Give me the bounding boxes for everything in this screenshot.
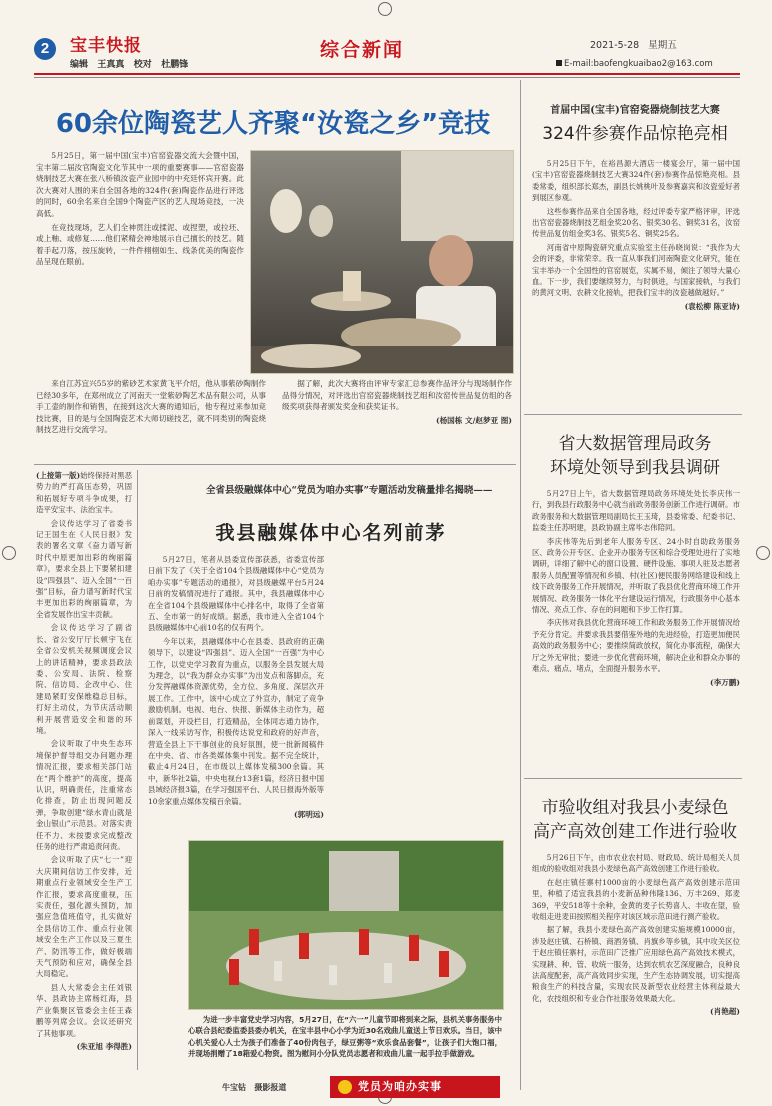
right1-paragraph: 这些参赛作品来自全国各地，经过评委专家严格评审，评选出官窑瓷器烧制技艺组金奖20名、银奖30名、铜奖31名，汝窑传世品复仿组金奖3名、银奖5名、铜奖25名。 <box>532 206 740 239</box>
right3-paragraph: 5月26日下午，由市农业农村局、财政局、统计局相关人员组成的验收组对我县小麦绿色高产高效创建工作进行验收。 <box>532 853 740 874</box>
lead-text-upper <box>36 150 244 270</box>
pottery-competition-photo <box>250 150 514 374</box>
lead-text-lower <box>36 378 512 436</box>
lead-credit: (杨国栋 文/赵梦亚 图) <box>436 415 512 425</box>
crop-mark-left-icon <box>2 546 16 560</box>
center-paragraph: 5月27日，笔者从县委宣传部获悉，省委宣传部日前下发了《关于全省104个县级融媒体中心“党员为咱办实事”专题活动的通报》，对县级融媒平台5月24日前的发稿情况进行了通报。其中，我县融媒体中心在全省104个县级融媒体中心排名中，取得了全省第五、全市第一的好成绩。据悉，我市进入全省104个县级融媒体中心前10名的仅有两个。 <box>148 555 324 633</box>
right3-text <box>532 852 740 1022</box>
right3-paragraph: 据了解，我县小麦绿色高产高效创建实施规模10000亩，涉及赵庄镇、石桥镇、商酒务镇、肖旗乡等乡镇，其中攻关区位于赵庄镇任寨村，示范田广泛推广应用绿色高产高效技术模式，实现耕、种、管、收统一服务，达到农机农艺深度融合，良种良法高度配套，高产高效同步实现，生产生态协调发展，切实提高粮食生产的科技含量，实现农民及新型农业经营主体利益最大化，农技组织和专业合作社服务效果最大化。 <box>532 925 740 1003</box>
right2-paragraph: 李庆伟对我县优化营商环境工作和政务服务工作开展情况给予充分肯定。并要求我县要借鉴外地的先进经验，打造更加便民高效的政务服务中心；要推续简政放权，简化办事流程，确保大厅之外无审批；要进一步优化营商环境，解决企业和群众办事的难点、痛点、堵点，全面提升服务水平。 <box>532 618 740 674</box>
right1-kicker: 首届中国(宝丰)官窑瓷器烧制技艺大赛 <box>550 105 720 116</box>
right3-credit: (肖艳超) <box>710 1007 740 1017</box>
right3-headline <box>528 796 742 844</box>
right2-paragraph: 5月27日上午，省大数据管理局政务环境处处长李庆伟一行，到我县行政服务中心就当前政务服务创新工作进行调研。市政务服务和大数据管理局副局长王玉琦，县委常委、纪委书记、监委主任苏明建，县政协副主席毕志伟陪同。 <box>532 489 740 533</box>
right1-bottom-rule <box>524 414 742 415</box>
left-column-divider <box>137 470 138 1070</box>
editor-line: 编辑 王真真 校对 杜鹏锋 <box>70 60 189 70</box>
right1-text <box>532 158 740 316</box>
right2-headline-line2: 环境处领导到我县调研 <box>550 458 720 478</box>
right1-paragraph: 5月25日下午，在裕昌源大酒店一楼宴会厅，第一届中国(宝丰)官窑瓷器烧制技艺大赛324件(套)参赛作品惊艳亮相。县委常委，组织部长郑杰，副县长姚桃叶及参赛嘉宾和汝瓷爱好者到展区参观。 <box>532 159 740 203</box>
continued-paragraph: 会议传达学习了省委书记王国生在《人民日报》发表的署名文章《奋力谱写新时代中原更加出彩的绚丽篇章》，要求全县上下要紧扣建设“四强县”、迈入全国“一百强”目标，奋力谱写新时代宝丰更加出彩的绚丽篇章，为全省发展作出宝丰贡献。 <box>36 518 132 619</box>
continued-paragraph: 会议听取了中央生态环境保护督导组交办问题办理情况汇报，要求相关部门站在“两个维护”的高度，提高认识，明确责任，注重常态化排查，防止出现问题反弹，争取创建“绿水青山就是金山银山”示范县。对落实责任不力、未按要求完成整改任务的进行严肃追责问责。 <box>36 739 132 851</box>
continued-paragraph: 县人大常委会主任刘银华、县政协主席杨红海，县产业集聚区管委会主任王森鹏等列席会议。会议还研究了其他事项。 <box>36 982 132 1038</box>
continued-lead-in: (上接第一版) <box>36 471 81 480</box>
photo-caption-text: 为进一步丰富党史学习内容，5月27日，在“六一”儿童节即将到来之际，县机关事务服务中心联合县纪委监委县委办机关，在宝丰县中心小学为近30名戏曲儿童送上节日欢乐。当日，该中心机关爱心人士为孩子们准备了40份肉包子，绿豆粥等“欢乐食品套餐”，让孩子们大饱口福，并现场捐赠了18箱爱心物资。图为慰问小分队党员志愿者和戏曲儿童一起手拉手做游戏。 <box>188 1015 502 1059</box>
email-address: E-mail:baofengkuaibao2@163.com <box>564 59 713 69</box>
continued-credit: (朱亚旭 李得胜) <box>76 1041 132 1051</box>
right3-headline-line2: 高产高效创建工作进行验收 <box>533 822 737 842</box>
right1-credit: (袁松柳 陈亚诗) <box>684 301 740 311</box>
email-line <box>556 59 713 70</box>
date-line <box>590 40 677 52</box>
lead-paragraph: 在竞技现场，艺人们全神贯注或揉泥、或捏塑，或拉坯、或上釉、或修复……他们紧精会神地展示自己擅长的技艺。随着手起刀落，按压旋转，一件件栩栩如生、线条优美的陶瓷作品呈现在眼前。 <box>36 222 244 267</box>
right2-paragraph: 李庆伟等先后到老年人服务专区、24小时自助政务服务区、政务公开专区、企业开办服务专区和综合受理处进行了实地调研，详细了解中心的窗口设置、硬件设施、事项人驻及志愿者服务人员配置等情况和乡镇、村(社区)便民服务网络建设和线上线下政务服务工作开展情况，并听取了我县优化营商环境工作开展情况、政务服务一体化平台建设运行情况，行政服务中心基本情况、亮点工作、存在的问题和下步工作打算。 <box>532 536 740 615</box>
right2-bottom-rule <box>524 778 742 779</box>
right2-headline <box>528 432 742 480</box>
party-emblem-icon <box>338 1080 352 1094</box>
lead-paragraph: 据了解，此次大赛将由评审专家汇总参赛作品评分与现场制作作品得分情况，对评选出官窑瓷器烧制技艺组和汝窑传世品复仿组的各级奖项获得者颁发奖金和获奖证书。 <box>282 379 512 412</box>
children-game-illustration <box>189 841 503 1009</box>
lead-bottom-rule <box>34 464 516 465</box>
weekday: 星期五 <box>648 40 677 51</box>
paper-name: 宝丰快报 <box>70 36 142 56</box>
crop-mark-right-icon <box>756 546 770 560</box>
center-kicker: 全省县级融媒体中心“党员为咱办实事”专题活动发稿量排名揭晓—— <box>206 485 493 496</box>
party-banner-text: 党员为咱办实事 <box>358 1080 442 1093</box>
right3-paragraph: 在赵庄镇任寨村1000亩的小麦绿色高产高效创建示范田里，种植了适宜我县的小麦新品种伟隆136、万丰269、郑麦369，平安518等十余种，金黄的麦子长势喜人、丰收在望，验收组走进麦田按照相关程序对该区域示范田进行测产验收。 <box>532 877 740 922</box>
header-rule-thin <box>34 77 740 78</box>
center-headline: 我县融媒体中心名列前茅 <box>215 522 447 544</box>
center-credit: (郭明远) <box>294 809 324 819</box>
party-banner <box>330 1076 500 1098</box>
children-game-photo <box>188 840 504 1010</box>
issue-date: 2021-5-28 <box>590 40 640 51</box>
photo-caption <box>188 1014 502 1060</box>
continued-paragraph: (上接第一版)始终保持对黑恶势力的严打高压态势，巩固和拓展好专项斗争成果，打造平安宝丰、法治宝丰。 <box>36 471 132 515</box>
email-square-icon <box>556 60 562 66</box>
continued-story <box>36 470 132 1057</box>
crop-mark-top-icon <box>378 2 392 16</box>
pottery-photo-illustration <box>251 151 513 373</box>
center-text <box>148 554 512 844</box>
photo-caption-credit: 牛宝钻 摄影报道 <box>222 1083 287 1092</box>
right2-text <box>532 488 740 692</box>
header-rule-thick <box>34 73 740 75</box>
page-number: 2 <box>40 40 50 57</box>
right2-headline-line1: 省大数据管理局政务 <box>558 434 712 454</box>
continued-paragraph: 会议传达学习了副省长、省公安厅厅长顿宇飞在全省公安机关视频调度会议上的讲话精神，要求县政法委、公安局、法院、检察院、信访局、企改中心、住建局紧盯安保维稳总目标，打好主动仗，为节庆活动顺利开展营造安全和谐的环境。 <box>36 623 132 735</box>
right-column-divider <box>520 80 521 1090</box>
right3-headline-line1: 市验收组对我县小麦绿色 <box>541 798 729 818</box>
continued-paragraph: 会议听取了庆“七一”迎大庆期间信访工作安排，近期重点行业领域安全生产工作汇报，要求高度重视，压实责任，强化源头预防，加强应急值班值守，扎实做好全县信访工作、重点行业领域安全生产工作以及三夏生产、防汛等工作，做好极端天气预防和应对，确保全县大局稳定。 <box>36 855 132 979</box>
lead-paragraph: 5月25日，第一届中国(宝丰)官窑瓷器交流大会暨中国，宝丰第二届汝官陶瓷文化节其中一项的重要赛事——官窑瓷器烧制技艺大赛在张八桥镇汝瓷产业园中的中充廷怀宾开赛。此次大赛对人围的来自全国各地的324件(套)陶瓷作品进行评选的同时，60余名来自全国9个陶瓷产区的艺人现场竞技，一决高低。 <box>36 151 244 218</box>
center-paragraph: 今年以来，县融媒体中心在县委、县政府的正确领导下，以建设“四强县”、迈入全国“一百强”为中心工作，以党史学习教育为重点，以服务全县发展大局为理念，以“我为群众办实事”为出发点和落脚点，充分发挥融媒体资源优势，全方位、多角度、深层次开展工作。工作中，该中心成立了外宣办，制定了竞争激励机制。电视、电台、快报、新媒体主动作为，超前谋划，开设栏目，打造精品，全体同志通力协作，深入一线采访写作，积极传达说党和政府的好声音，营造全县上下干事创业的良好氛围，使一批新闻稿件在中央、省、市各类媒体集中刊发。据不完全统计，截止4月24日，在市级以上媒体发稿300余篇。其中，新华社2篇，中央电视台13套1篇，经济日报中国县域经济报3篇，在学习强国平台、人民日报海外版等10余家重点媒体发稿百余篇。 <box>148 636 324 806</box>
lead-headline: 60余位陶瓷艺人齐聚“汝瓷之乡”竞技 <box>55 109 491 139</box>
right2-credit: (李万鹏) <box>710 677 740 687</box>
page-number-badge <box>34 38 56 60</box>
section-title: 综合新闻 <box>320 39 405 61</box>
right1-paragraph: 河南省中原陶瓷研究重点实验室主任孙晓岗说：“我作为大会的评委，非常荣幸。我一直从事我们河南陶瓷文化研究，能在宝丰举办一个全国性的官窑展览，实属不易，倾注了领导大量心血。下一步，我们要继续努力，与时俱进，与国家接轨，与我们的黄河文明、农耕文化接轨，把我们宝丰的汝瓷越做越好。” <box>532 242 740 298</box>
lead-paragraph: 来自江苏宜兴55岁的紫砂艺术家黄飞平介绍，他从事紫砂陶制作已经30多年，在郑州成立了河南天一堂紫砂陶艺术品有限公司，从事手工壶的制作和销售，在接到这次大赛的通知后，他专程过来参加竞技比赛，目的是与全国陶瓷艺术大师切磋技艺，就不同类别的陶瓷烧制技艺进行交流学习。 <box>36 379 266 435</box>
right1-headline: 324件参赛作品惊艳亮相 <box>542 124 728 144</box>
